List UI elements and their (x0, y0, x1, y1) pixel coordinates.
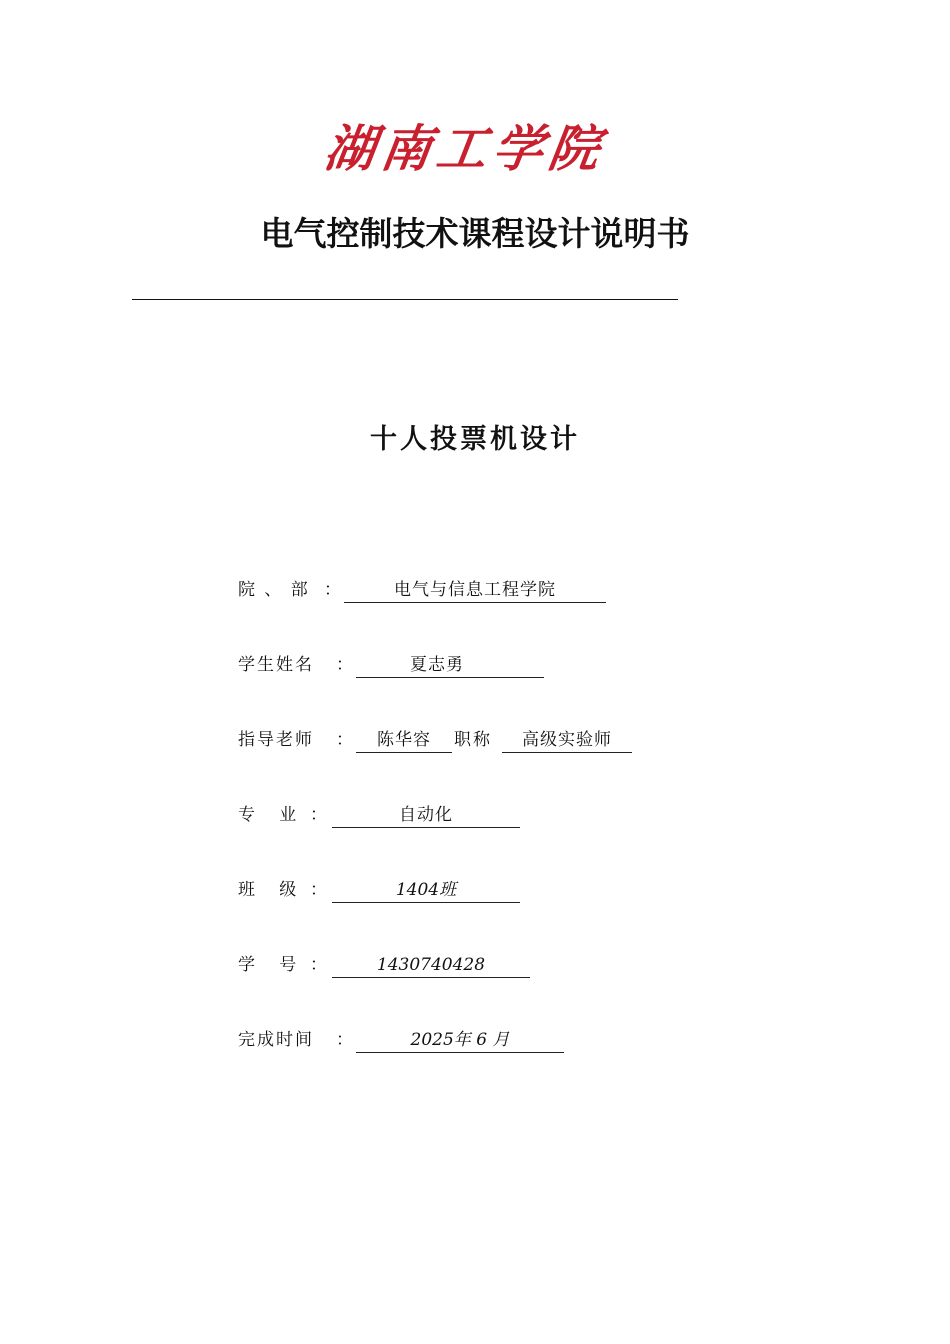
student-id-label: 学 号 (238, 955, 299, 975)
project-title: 十人投票机设计 (370, 424, 580, 455)
department-colon: ： (324, 580, 341, 600)
advisor-value: 陈华容 (356, 726, 452, 753)
major-value: 自动化 (332, 801, 520, 828)
advisor-title-value: 高级实验师 (502, 726, 632, 753)
class-label: 班 级 (238, 880, 299, 900)
class-colon: ： (310, 880, 327, 900)
document-title: 电气控制技术课程设计说明书 (260, 214, 690, 253)
student-name-value: 夏志勇 (356, 651, 544, 678)
student-name-colon: ： (336, 655, 353, 675)
class-value: 1404班 (332, 876, 520, 903)
advisor-title-label: 职称 (454, 730, 492, 750)
department-label: 院 、 部 (238, 580, 310, 600)
title-divider (132, 299, 678, 300)
completion-time-value: 2025年 6 月 (356, 1026, 564, 1053)
advisor-colon: ： (336, 730, 353, 750)
student-name-label: 学生姓名 (238, 655, 314, 675)
completion-time-colon: ： (336, 1030, 353, 1050)
university-logo: 湖南工学院 (320, 119, 610, 178)
student-id-value: 1430740428 (332, 951, 530, 978)
major-label: 专 业 (238, 805, 299, 825)
department-value: 电气与信息工程学院 (344, 576, 606, 603)
major-colon: ： (310, 805, 327, 825)
student-id-colon: ： (310, 955, 327, 975)
completion-time-label: 完成时间 (238, 1030, 314, 1050)
advisor-label: 指导老师 (238, 730, 314, 750)
